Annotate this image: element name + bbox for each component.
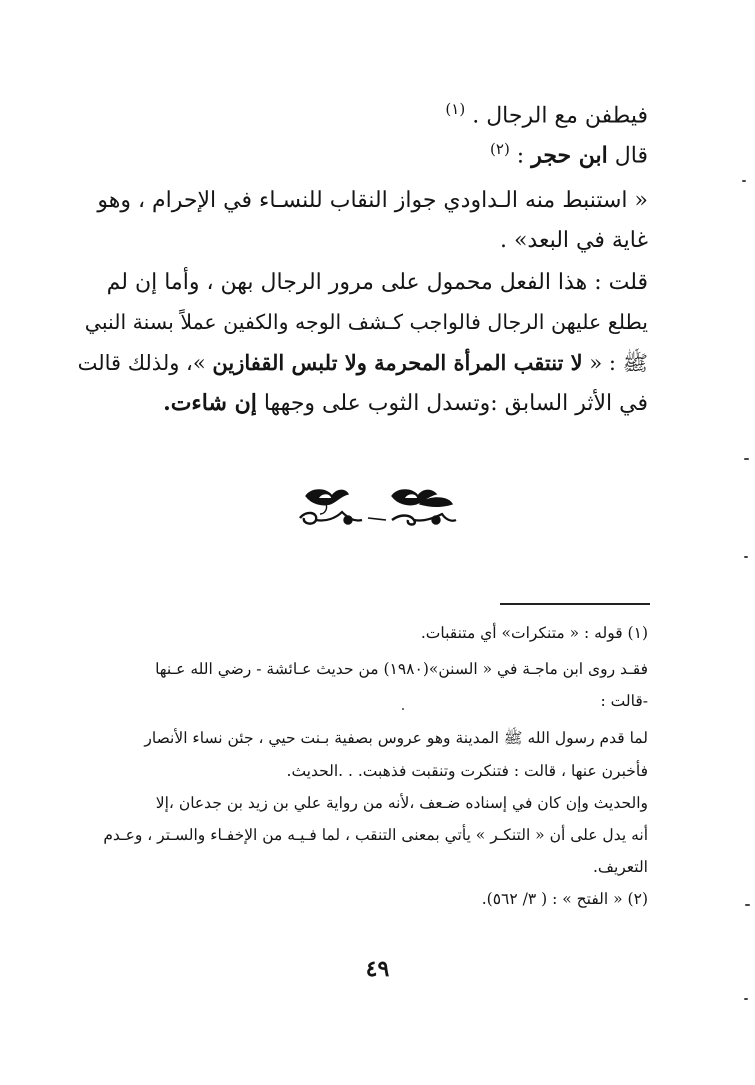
scan-speck xyxy=(744,556,748,558)
footnote-separator xyxy=(500,603,650,605)
scan-speck xyxy=(745,904,750,906)
body-line-1-text: فيطفن مع الرجال . xyxy=(472,103,648,129)
paragraph-line-3-end: »، ولذلك قالت xyxy=(77,351,213,375)
body-line-2 xyxy=(78,140,648,168)
paragraph-line-1: قلت : هذا الفعل محمول على مرور الرجال بهن ، وأما إن لم xyxy=(106,270,648,295)
body-line-2-colon: : xyxy=(516,143,532,169)
footnote-1-line-7: أنه يدل على أن « التنكـر » يأتي بمعنى التنقب ، لما فـيـه من الإخفـاء والسـتر ، وعـدم xyxy=(103,826,648,844)
hadith-quote: لا تنتقب المرأة المحرمة ولا تلبس القفازين xyxy=(212,350,583,375)
footnote-ref-1[interactable]: (١) xyxy=(445,100,466,118)
scan-speck xyxy=(402,708,404,710)
paragraph-line-4 xyxy=(78,390,648,416)
footnote-1-line-4: لما قدم رسول الله ﷺ المدينة وهو عروس بصفية بـنت حيي ، جئن نساء الأنصار xyxy=(144,729,648,747)
footnote-1-line-6: والحديث وإن كان في إسناده ضـعف ،لأنه من رواية علي بن زيد بن جدعان ،إلا xyxy=(155,794,648,812)
body-line-2-prefix: قال xyxy=(607,143,648,169)
page-number: ٤٩ xyxy=(365,956,390,982)
paragraph-line-3-start: ﷺ : « xyxy=(582,351,648,375)
footnote-1-line-2: فقـد روى ابن ماجـة في « السنن»(١٩٨٠) من حديث عـائشة - رضي الله عـنها xyxy=(155,660,648,678)
footnote-2-line-1: (٢) « الفتح » : ( ٣/ ٥٦٢). xyxy=(481,890,648,908)
quote-line-1: « استنبط منه الـداودي جواز النقاب للنسـاء في الإحرام ، وهو xyxy=(97,188,648,213)
footnote-1-line-5: فأخبرن عنها ، قالت : فتنكرت وتنقبت فذهبت. . .الحديث. xyxy=(286,762,648,780)
footnote-1-line-3: -قالت : xyxy=(600,692,648,710)
paragraph-line-3 xyxy=(78,350,648,381)
body-line-1 xyxy=(78,100,648,128)
paragraph-line-4-start: في الأثر السابق :وتسدل الثوب على وجهها xyxy=(256,391,648,416)
paragraph-line-4-bold: إن شاءت. xyxy=(163,390,257,416)
scan-speck xyxy=(742,180,746,182)
scan-speck xyxy=(744,458,749,460)
scan-speck xyxy=(744,998,748,1000)
author-name: ابن حجر xyxy=(531,142,608,169)
paragraph-line-2: يطلع عليهن الرجال فالواجب كـشف الوجه والكفين عملاً بسنة النبي xyxy=(84,310,648,334)
footnote-1-line-8: التعريف. xyxy=(592,858,648,876)
footnote-1-line-1: (١) قوله : « متنكرات» أي متنقبات. xyxy=(420,624,648,642)
quote-line-2: غاية في البعد» . xyxy=(499,228,648,253)
floral-divider-icon xyxy=(296,484,458,528)
footnote-ref-2[interactable]: (٢) xyxy=(490,140,510,158)
